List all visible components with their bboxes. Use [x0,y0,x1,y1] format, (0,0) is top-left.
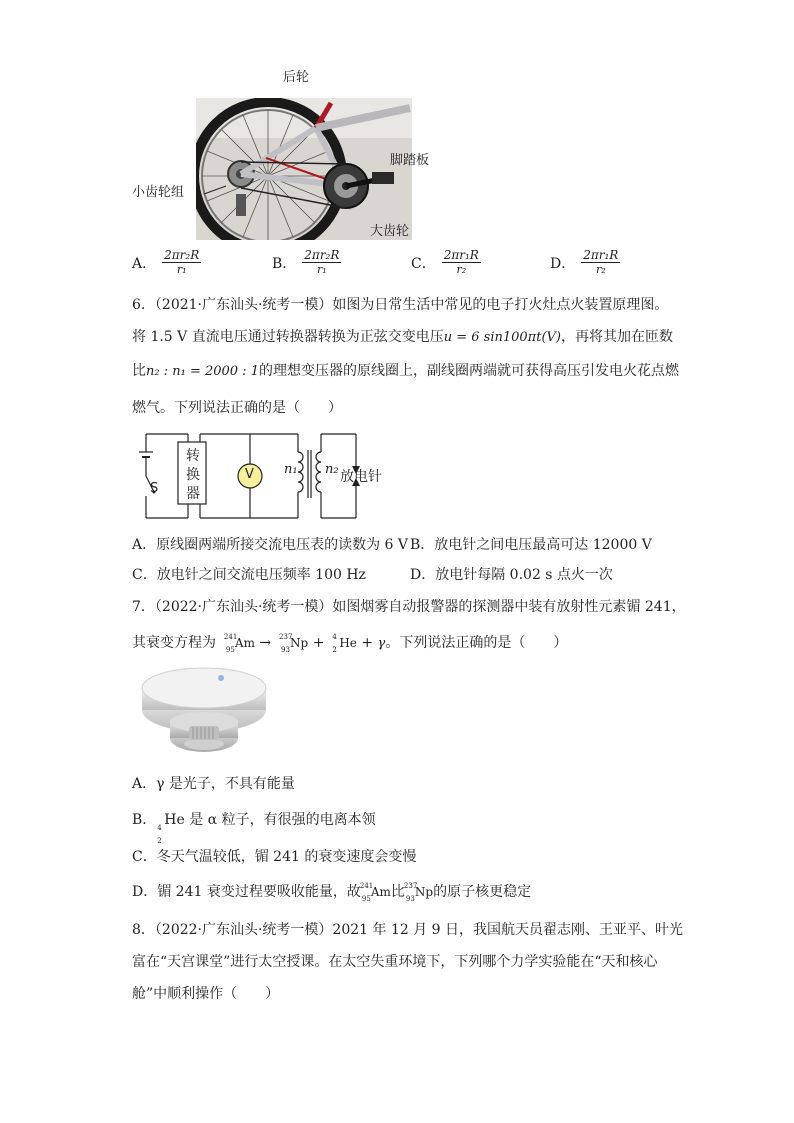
q8-stem-line2: 富在“天宫课堂”进行太空授课。在太空失重环境下，下列哪个力学实验能在“天和核心 [132,954,658,970]
fraction: $\frac{\text{2πr₂R}}{\text{r₁}}$ [164,248,200,276]
n1-label: n₁ [284,462,298,477]
americium-symbol: 241 95 Am [223,633,255,654]
n2-label: n₂ [325,462,339,477]
neptunium-symbol: 237 93 Np [403,882,434,903]
q8-stem-line1: 8．（2022·广东汕头·统考一模）2021 年 12 月 9 日，我国航天员翟志刚、王亚平、叶光 [132,922,684,938]
smoke-detector-image [139,666,269,762]
fraction: $\frac{\text{2πr₁R}}{\text{r₂}}$ [443,248,479,276]
q5-option-b[interactable]: B． $\frac{\text{2πr₂R}}{\text{r₁}}$ [272,248,340,276]
fraction: $\frac{\text{2πr₂R}}{\text{r₁}}$ [304,248,340,276]
q7-option-a[interactable]: A．γ 是光子，不具有能量 [132,776,295,792]
q7-stem-line2: 其衰变方程为 241 95 Am → 237 93 Np + 4 2 He + γ。下列说法正确的是（ ） [132,633,568,654]
q7-stem-line1: 7．（2022·广东汕头·统考一模）如图烟雾自动报警器的探测器中装有放射性元素镅 241， [132,599,686,615]
helium-symbol: 4 2 He [332,633,357,654]
converter-label: 转 换 器 [186,448,200,502]
q5-option-a[interactable]: A． $\frac{\text{2πr₂R}}{\text{r₁}}$ [132,248,200,276]
q8-stem-line3: 舱”中顺利操作（ ） [132,986,280,1002]
pedal-label: 脚踏板 [390,153,430,168]
switch-label: S [150,481,159,496]
q6-stem-line2: 将 1.5 V 直流电压通过转换器转换为正弦交变电压u = 6 sin100πt(V)，再将其加在匝数 [132,329,673,345]
americium-symbol: 241 95 Am [359,882,391,903]
q6-stem-line3: 比n₂ : n₁ = 2000 : 1的理想变压器的原线圈上，副线圈两端就可获得高压引发电火花点燃 [132,363,679,379]
bicycle-image [196,98,412,240]
q7-option-c[interactable]: C．冬天气温较低，镅 241 的衰变速度会变慢 [132,849,417,865]
q6-option-b[interactable]: B．放电针之间电压最高可达 12000 V [410,537,652,553]
fraction: $\frac{\text{2πr₁R}}{\text{r₂}}$ [583,248,619,276]
q6-option-a[interactable]: A．原线圈两端所接交流电压表的读数为 6 V [132,537,409,553]
q5-option-c[interactable]: C． $\frac{\text{2πr₁R}}{\text{r₂}}$ [411,248,479,276]
q6-option-d[interactable]: D．放电针每隔 0.02 s 点火一次 [410,567,613,583]
voltmeter-label: V [245,467,254,482]
q6-option-c[interactable]: C．放电针之间交流电压频率 100 Hz [132,567,366,583]
big-gear-label: 大齿轮 [370,224,410,239]
q6-stem-line4: 燃气。下列说法正确的是（ ） [132,400,342,416]
small-gear-label: 小齿轮组 [132,185,185,200]
neptunium-symbol: 237 93 Np [279,633,309,654]
rear-wheel-label: 后轮 [283,70,310,85]
needle-label: 放电针 [340,469,382,485]
q5-option-d[interactable]: D． $\frac{\text{2πr₁R}}{\text{r₂}}$ [550,248,619,276]
q7-option-b[interactable]: B． 4 2 He 是 α 粒子，有很强的电离本领 [132,812,376,845]
q6-stem-line1: 6．（2021·广东汕头·统考一模）如图为日常生活中常见的电子打火灶点火装置原理图。 [132,297,669,313]
q7-option-d[interactable]: D．镅 241 衰变过程要吸收能量，故 241 95 Am比 237 93 Np的原子核更稳定 [132,882,532,903]
